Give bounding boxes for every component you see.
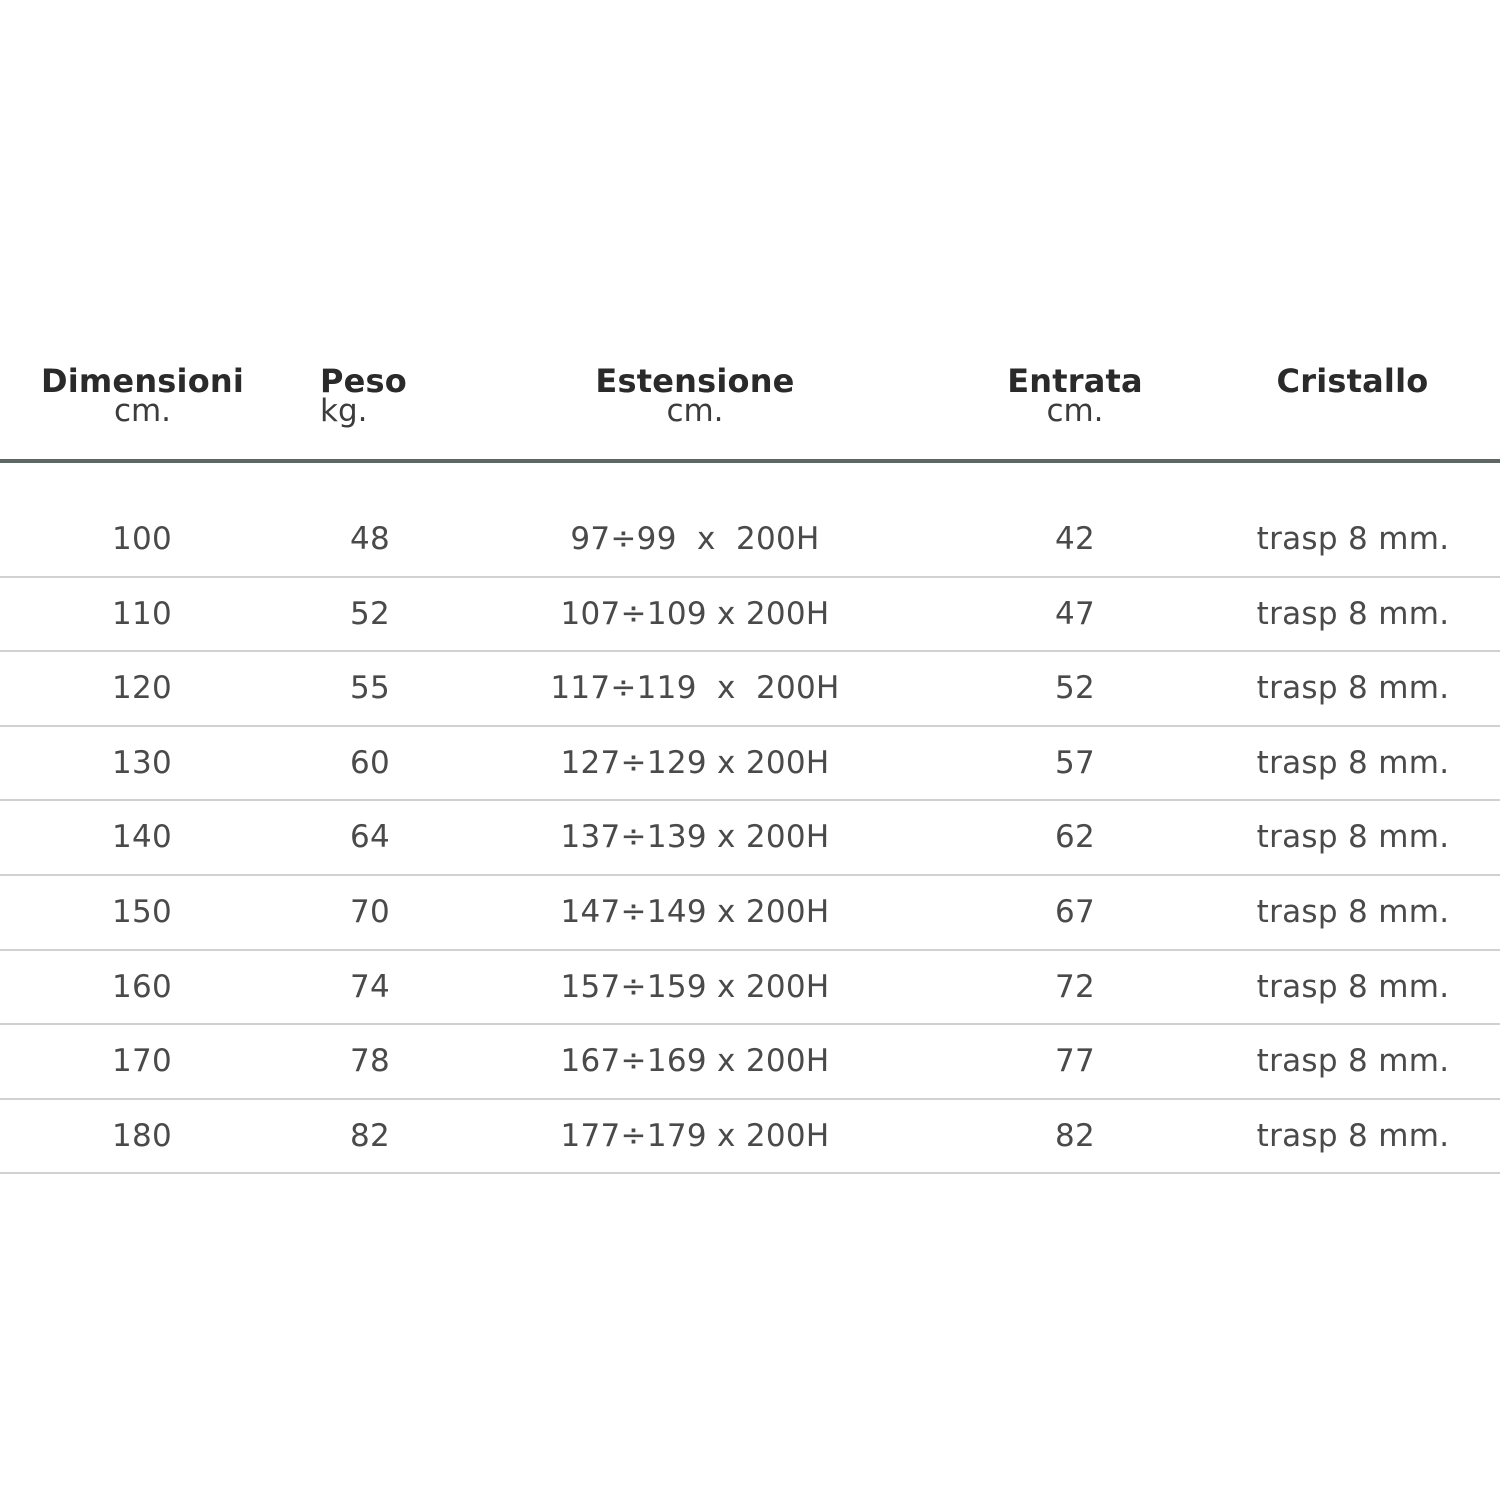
table-row [0,1025,1500,1100]
cell-peso: 60 [349,744,391,781]
cell-dimensioni: 100 [111,521,173,557]
header-unit: cm. [113,393,172,429]
cell-dimensioni: 130 [111,744,173,781]
table-row [0,876,1500,951]
table-row [0,1100,1500,1175]
cell-dimensioni: 160 [111,968,173,1005]
cell-peso: 82 [349,1117,391,1154]
cell-peso: 74 [349,968,391,1005]
cell-cristallo: trasp 8 mm. [1256,893,1450,930]
cell-estensione: 117÷119 x 200H [550,670,840,707]
cell-estensione: 167÷169 x 200H [560,1043,830,1080]
cell-dimensioni: 170 [111,1043,173,1080]
cell-cristallo: trasp 8 mm. [1256,1117,1450,1154]
cell-peso: 48 [349,521,391,557]
column-header-peso [320,364,420,428]
cell-peso: 70 [349,893,391,930]
cell-cristallo: trasp 8 mm. [1256,595,1450,632]
cell-entrata: 72 [1054,968,1096,1005]
cell-peso: 55 [349,670,391,707]
cell-dimensioni: 110 [111,595,173,632]
column-header-dimensioni [40,364,245,428]
header-title: Estensione [595,362,795,400]
cell-cristallo: trasp 8 mm. [1256,521,1450,557]
cell-dimensioni: 140 [111,819,173,856]
table-body [0,503,1500,1174]
table-row [0,652,1500,727]
cell-dimensioni: 150 [111,893,173,930]
cell-cristallo: trasp 8 mm. [1256,744,1450,781]
cell-estensione: 157÷159 x 200H [560,968,830,1005]
table-row [0,578,1500,653]
cell-peso: 52 [349,595,391,632]
column-header-estensione [560,364,830,428]
cell-estensione: 147÷149 x 200H [560,893,830,930]
header-title: Peso [320,362,407,400]
cell-dimensioni: 120 [111,670,173,707]
column-header-cristallo [1260,362,1445,400]
cell-entrata: 62 [1054,819,1096,856]
cell-entrata: 77 [1054,1043,1096,1080]
table-row [0,801,1500,876]
cell-entrata: 42 [1054,521,1096,557]
header-unit: kg. [320,393,368,429]
cell-estensione: 177÷179 x 200H [560,1117,830,1154]
cell-cristallo: trasp 8 mm. [1256,968,1450,1005]
table-header [0,358,1500,460]
cell-estensione: 127÷129 x 200H [560,744,830,781]
table-row [0,727,1500,802]
header-unit: cm. [1046,393,1104,429]
header-unit: cm. [666,393,724,429]
header-title: Dimensioni [40,362,245,400]
cell-estensione: 137÷139 x 200H [560,819,830,856]
header-title: Entrata [1007,362,1143,400]
cell-entrata: 47 [1054,595,1096,632]
cell-entrata: 52 [1054,670,1096,707]
cell-entrata: 82 [1054,1117,1096,1154]
cell-estensione: 107÷109 x 200H [560,595,830,632]
spec-table [0,358,1500,1174]
cell-estensione: 97÷99 x 200H [570,521,820,557]
cell-peso: 64 [349,819,391,856]
cell-cristallo: trasp 8 mm. [1256,1043,1450,1080]
cell-entrata: 57 [1054,744,1096,781]
header-divider [0,459,1500,463]
cell-peso: 78 [349,1043,391,1080]
cell-dimensioni: 180 [111,1117,173,1154]
cell-entrata: 67 [1054,893,1096,930]
table-row [0,503,1500,578]
cell-cristallo: trasp 8 mm. [1256,819,1450,856]
header-title: Cristallo [1276,362,1429,400]
table-row [0,951,1500,1026]
column-header-entrata [1000,364,1150,428]
cell-cristallo: trasp 8 mm. [1256,670,1450,707]
